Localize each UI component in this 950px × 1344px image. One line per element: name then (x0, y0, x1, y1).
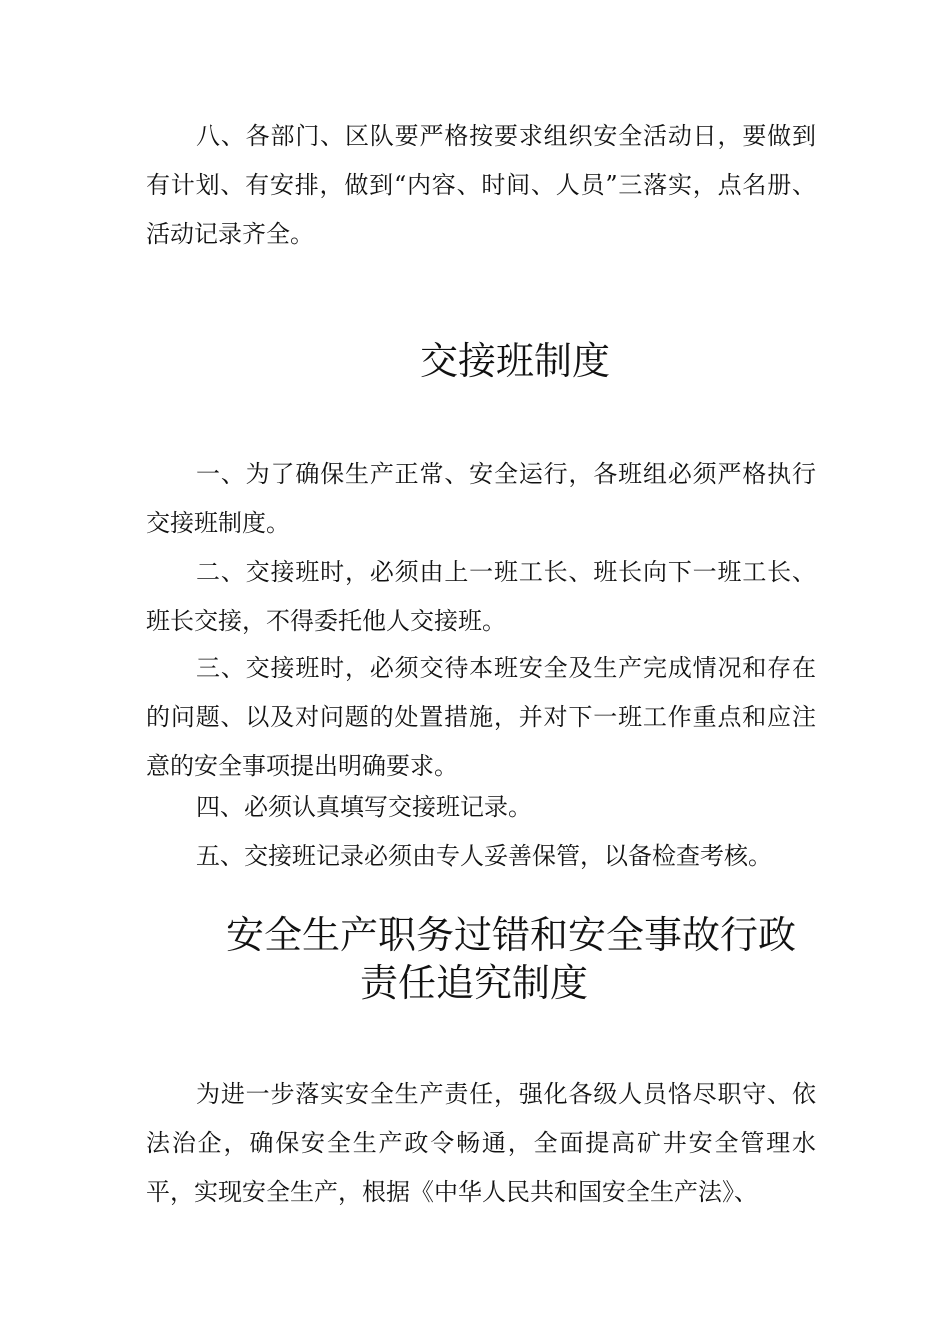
section-title-zeren-line2: 责任追究制度 (360, 961, 589, 1005)
section-title-jiaojieban: 交接班制度 (419, 339, 610, 383)
paragraph-item-2: 二、交接班时，必须由上一班工长、班长向下一班工长、班长交接，不得委托他人交接班。 (146, 558, 816, 635)
paragraph-ba: 八、各部门、区队要严格按要求组织安全活动日，要做到有计划、有安排，做到“内容、时间、人员”三落实，点名册、活动记录齐全。 (146, 122, 816, 248)
paragraph-zeren-intro: 为进一步落实安全生产责任，强化各级人员恪尽职守、依法治企，确保安全生产政令畅通，全面提高矿井安全管理水平，实现安全生产，根据《中华人民共和国安全生产法》、 (146, 1080, 816, 1206)
paragraph-item-5: 五、交接班记录必须由专人妥善保管，以备检查考核。 (196, 842, 772, 870)
paragraph-item-1: 一、为了确保生产正常、安全运行，各班组必须严格执行交接班制度。 (146, 460, 816, 537)
paragraph-item-4: 四、必须认真填写交接班记录。 (196, 793, 532, 821)
paragraph-item-3: 三、交接班时，必须交待本班安全及生产完成情况和存在的问题、以及对问题的处置措施，并对下一班工作重点和应注意的安全事项提出明确要求。 (146, 654, 816, 780)
section-title-zeren-line1: 安全生产职务过错和安全事故行政 (226, 913, 797, 957)
